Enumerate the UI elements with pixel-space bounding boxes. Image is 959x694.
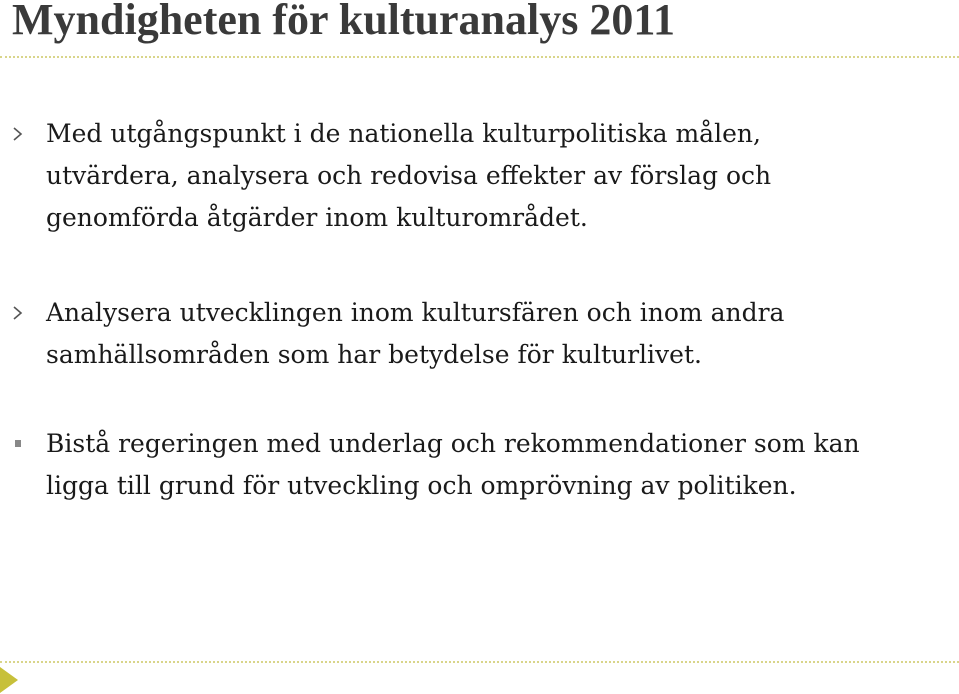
title-divider	[0, 56, 959, 58]
footer-divider	[0, 661, 959, 663]
square-bullet-icon	[12, 436, 24, 450]
arrow-bullet-icon	[12, 306, 24, 320]
bullet-text: Analysera utvecklingen inom kultursfären och inom andra samhällsområden som har betydelse för kulturlivet.	[46, 298, 785, 369]
bullet-text: Med utgångspunkt i de nationella kulturpolitiska målen, utvärdera, analysera och redovisa effekter av förslag och genomförda åtgärder inom kulturområdet.	[46, 119, 772, 232]
slide-title: Myndigheten för kulturanalys 2011	[12, 0, 675, 44]
bullet-text: Bistå regeringen med underlag och rekommendationer som kan ligga till grund för utveckling och omprövning av politiken.	[46, 429, 860, 500]
corner-triangle-icon	[0, 667, 18, 693]
arrow-bullet-icon	[12, 127, 24, 141]
